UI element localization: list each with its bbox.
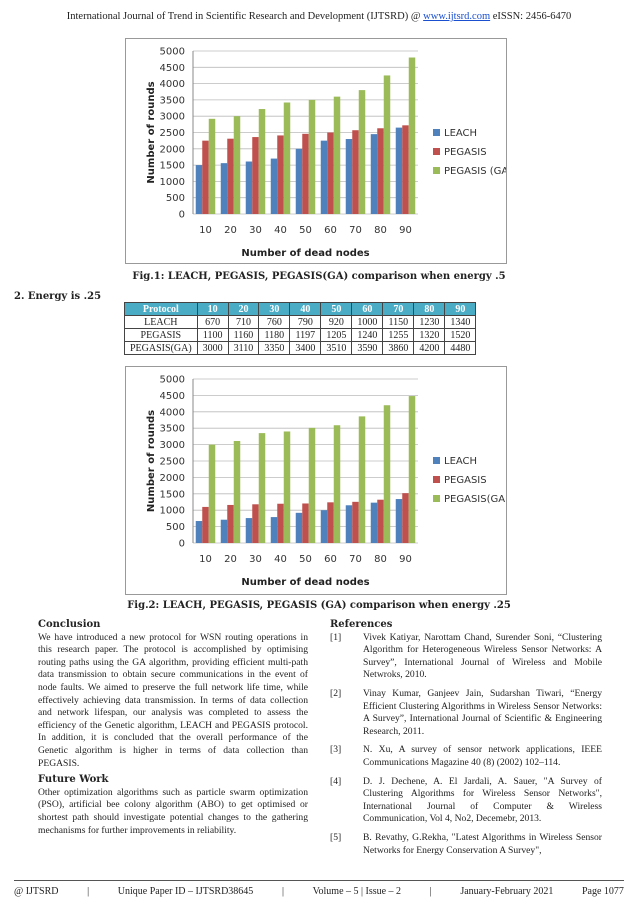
x-tick-label: 80	[374, 225, 387, 236]
table-cell: 3860	[383, 342, 414, 355]
bar-leach	[271, 517, 278, 543]
table-row	[125, 329, 476, 342]
table-row	[125, 316, 476, 329]
x-tick-label: 90	[399, 225, 412, 236]
x-tick-label: 20	[224, 554, 237, 565]
future-work-heading: Future Work	[38, 774, 109, 786]
bar-pegasis-ga-	[284, 431, 291, 543]
bar-pegasis	[402, 493, 409, 543]
x-tick-label: 30	[249, 225, 262, 236]
table-cell: 760	[259, 316, 290, 329]
bar-leach	[246, 162, 253, 214]
bar-pegasis	[327, 133, 334, 215]
bar-leach	[396, 499, 403, 543]
bar-pegasis	[377, 500, 384, 543]
legend-label: PEGASIS	[444, 147, 487, 158]
legend-label: PEGASIS (GA)	[444, 166, 506, 177]
y-tick-label: 500	[165, 522, 185, 534]
table-cell: 3590	[352, 342, 383, 355]
legend-swatch	[433, 476, 440, 483]
bar-pegasis-ga-	[209, 119, 216, 214]
bar-pegasis-ga-	[284, 103, 291, 214]
y-tick-label: 3000	[159, 111, 185, 123]
x-tick-label: 40	[274, 554, 287, 565]
bar-leach	[221, 163, 228, 214]
y-tick-label: 0	[178, 209, 185, 221]
table-cell: 1160	[228, 329, 259, 342]
table-header: 90	[445, 303, 476, 316]
running-header: International Journal of Trend in Scientific Research and Development (IJTSRD) @ www.ijtsrd.com eISSN: 2456-6470	[66, 11, 572, 22]
reference-item: [4] D. J. Dechene, A. El Jardali, A. Sauer, "A Survey of Clustering Algorithms for Wireless Sensor Networks", International Journal of Computer & Wireless Communication, Vol 4, No2, Decemebr, 2013.	[330, 775, 602, 825]
legend-label: PEGASIS	[444, 475, 487, 486]
table-cell: 1320	[414, 329, 445, 342]
legend-swatch	[433, 495, 440, 502]
figure-1-caption: Fig.1: LEACH, PEGASIS, PEGASIS(GA) comparison when energy .5	[132, 271, 506, 282]
bar-pegasis-ga-	[234, 116, 241, 214]
figure-2-chart	[125, 366, 507, 595]
bar-leach	[346, 139, 353, 214]
bar-pegasis	[377, 128, 384, 214]
y-tick-label: 3500	[159, 423, 185, 435]
y-tick-label: 4000	[159, 79, 185, 91]
y-tick-label: 1000	[159, 505, 185, 517]
table-cell: PEGASIS(GA)	[125, 342, 198, 355]
table-cell: 1240	[352, 329, 383, 342]
y-tick-label: 3000	[159, 440, 185, 452]
y-axis-title: Number of rounds	[146, 409, 157, 513]
table-header: 10	[197, 303, 228, 316]
bar-pegasis	[302, 503, 309, 543]
page-number: Page 1077	[581, 886, 624, 897]
table-cell: 1197	[290, 329, 321, 342]
table-cell: 1180	[259, 329, 290, 342]
x-axis-title: Number of dead nodes	[241, 248, 370, 259]
table-header: 50	[321, 303, 352, 316]
x-tick-label: 70	[349, 554, 362, 565]
x-tick-label: 70	[349, 225, 362, 236]
bar-leach	[371, 134, 378, 214]
table-cell: 1340	[445, 316, 476, 329]
table-cell: 3350	[259, 342, 290, 355]
x-tick-label: 10	[199, 225, 212, 236]
table-cell: 3000	[197, 342, 228, 355]
legend-label: PEGASIS(GA)	[444, 494, 506, 505]
x-tick-label: 10	[199, 554, 212, 565]
bar-pegasis-ga-	[234, 441, 241, 543]
bar-leach	[196, 165, 203, 214]
bar-pegasis	[277, 504, 284, 543]
bar-leach	[296, 513, 303, 543]
y-tick-label: 4500	[159, 390, 185, 402]
bar-pegasis	[352, 130, 359, 214]
table-header: 30	[259, 303, 290, 316]
bar-pegasis-ga-	[209, 445, 216, 543]
bar-pegasis	[202, 507, 209, 543]
x-tick-label: 60	[324, 225, 337, 236]
bar-pegasis-ga-	[334, 97, 341, 214]
y-tick-label: 5000	[159, 46, 185, 58]
journal-link[interactable]: www.ijtsrd.com	[423, 11, 491, 22]
table-header: 20	[228, 303, 259, 316]
page-footer: @ IJTSRD | Unique Paper ID – IJTSRD38645 | Volume – 5 | Issue – 2 | January-February 2021 Page 1077	[14, 880, 624, 897]
bar-pegasis-ga-	[359, 416, 366, 543]
y-tick-label: 2500	[159, 128, 185, 139]
table-cell: 4480	[445, 342, 476, 355]
bar-pegasis	[402, 125, 409, 214]
reference-item: [2] Vinay Kumar, Ganjeev Jain, Sudarshan Tiwari, “Energy Efficient Clustering Algorithms in Wireless Sensor Networks: A Survey”, International Journal of Scientific & Engineering Research, 2011.	[330, 687, 602, 737]
bar-pegasis-ga-	[384, 405, 391, 543]
y-tick-label: 1000	[159, 176, 185, 188]
left-column	[38, 619, 308, 841]
bar-leach	[321, 510, 328, 543]
bar-leach	[196, 521, 203, 543]
bar-pegasis-ga-	[384, 75, 391, 214]
x-tick-label: 50	[299, 554, 312, 565]
legend-swatch	[433, 167, 440, 174]
bar-leach	[296, 149, 303, 214]
legend-label: LEACH	[444, 128, 478, 139]
section-heading: 2. Energy is .25	[14, 291, 102, 302]
bar-leach	[271, 159, 278, 214]
bar-leach	[396, 128, 403, 214]
legend-label: LEACH	[444, 456, 478, 467]
conclusion-text: We have introduced a new protocol for WSN routing operations in this research paper. The protocol is accomplished by optimising routing paths using the GA algorithm, providing efficient multi-path data transmission to obtain secure communications in the event of node faults. We aimed to preserve the full network life time, while effectively achieving data transmission. In terms of data collection and network lifespan, our analysis was completed to assess the efficiency of the Genetic algorithm, LEACH and PEGASIS protocol. In addition, it is concluded that the overall performance of the Genetic algorithm is higher in terms of data collection than PEGASIS.	[38, 631, 308, 769]
table-cell: 1520	[445, 329, 476, 342]
table-header: 70	[383, 303, 414, 316]
table-cell: 3400	[290, 342, 321, 355]
bar-pegasis	[252, 137, 259, 214]
bar-leach	[221, 520, 228, 543]
y-tick-label: 3500	[159, 95, 185, 107]
legend-swatch	[433, 148, 440, 155]
table-cell: 3110	[228, 342, 259, 355]
bar-pegasis-ga-	[334, 425, 341, 543]
table-cell: 1230	[414, 316, 445, 329]
table-cell: 1000	[352, 316, 383, 329]
table-cell: 3510	[321, 342, 352, 355]
figure-2-caption: Fig.2: LEACH, PEGASIS, PEGASIS (GA) comparison when energy .25	[127, 600, 511, 611]
table-row	[125, 342, 476, 355]
y-tick-label: 2000	[159, 472, 185, 484]
bar-pegasis	[227, 505, 234, 543]
legend-swatch	[433, 457, 440, 464]
x-tick-label: 20	[224, 225, 237, 236]
figure-1-chart	[125, 38, 507, 264]
table-cell: 920	[321, 316, 352, 329]
x-axis-title: Number of dead nodes	[241, 577, 370, 588]
table-cell: 790	[290, 316, 321, 329]
bar-pegasis	[327, 502, 334, 543]
x-tick-label: 60	[324, 554, 337, 565]
x-tick-label: 40	[274, 225, 287, 236]
bar-pegasis	[202, 141, 209, 214]
legend-swatch	[433, 129, 440, 136]
y-tick-label: 2000	[159, 144, 185, 156]
y-tick-label: 500	[165, 193, 185, 205]
table-cell: 1255	[383, 329, 414, 342]
bar-pegasis-ga-	[259, 109, 266, 214]
bar-leach	[371, 503, 378, 543]
reference-item: [5] B. Revathy, G.Rekha, "Latest Algorithms in Wireless Sensor Networks for Energy Conservation A Survey",	[330, 831, 602, 856]
y-tick-label: 4000	[159, 407, 185, 419]
table-cell: 1150	[383, 316, 414, 329]
table-cell: 4200	[414, 342, 445, 355]
y-tick-label: 4500	[159, 62, 185, 74]
results-table	[124, 302, 476, 355]
references-heading: References	[330, 619, 393, 630]
y-tick-label: 2500	[159, 456, 185, 468]
reference-item: [3] N. Xu, A survey of sensor network applications, IEEE Communications Magazine 40 (8) (2002) 102–114.	[330, 744, 602, 768]
table-cell: 1205	[321, 329, 352, 342]
table-header: Protocol	[125, 303, 198, 316]
bar-pegasis	[302, 134, 309, 214]
x-tick-label: 90	[399, 554, 412, 565]
bar-leach	[321, 141, 328, 214]
table-cell: 670	[197, 316, 228, 329]
bar-pegasis-ga-	[359, 90, 366, 214]
bar-pegasis	[352, 502, 359, 543]
bar-pegasis	[277, 135, 284, 214]
y-tick-label: 5000	[159, 374, 185, 386]
x-tick-label: 50	[299, 225, 312, 236]
bar-leach	[246, 518, 253, 543]
table-cell: LEACH	[125, 316, 198, 329]
table-cell: 710	[228, 316, 259, 329]
bar-pegasis-ga-	[309, 100, 316, 214]
x-tick-label: 30	[249, 554, 262, 565]
conclusion-heading: Conclusion	[38, 619, 101, 630]
y-tick-label: 1500	[159, 489, 185, 501]
bar-pegasis-ga-	[409, 58, 416, 214]
y-axis-title: Number of rounds	[146, 81, 157, 184]
bar-leach	[346, 505, 353, 543]
reference-item: [1] Vivek Katiyar, Narottam Chand, Surender Soni, “Clustering Algorithm for Heterogeneous Wireless Sensor Networks: A Survey”, International Journal of Wireless and Mobile Netwroks, 2010.	[330, 631, 602, 681]
y-tick-label: 1500	[159, 160, 185, 172]
bar-pegasis	[227, 139, 234, 214]
table-header: 60	[352, 303, 383, 316]
bar-pegasis	[252, 504, 259, 543]
table-header: 80	[414, 303, 445, 316]
y-tick-label: 0	[178, 538, 185, 550]
table-cell: PEGASIS	[125, 329, 198, 342]
bar-pegasis-ga-	[309, 428, 316, 543]
x-tick-label: 80	[374, 554, 387, 565]
bar-pegasis-ga-	[259, 433, 266, 543]
right-column	[330, 619, 602, 863]
table-header: 40	[290, 303, 321, 316]
future-work-text: Other optimization algorithms such as particle swarm optimization (PSO), artificial bee colony algorithm (ABO) to get optimised or shortest path should investigate potential changes to the gathering mechanisms for further improvements in reliability.	[38, 786, 308, 836]
table-cell: 1100	[197, 329, 228, 342]
bar-pegasis-ga-	[409, 396, 416, 543]
